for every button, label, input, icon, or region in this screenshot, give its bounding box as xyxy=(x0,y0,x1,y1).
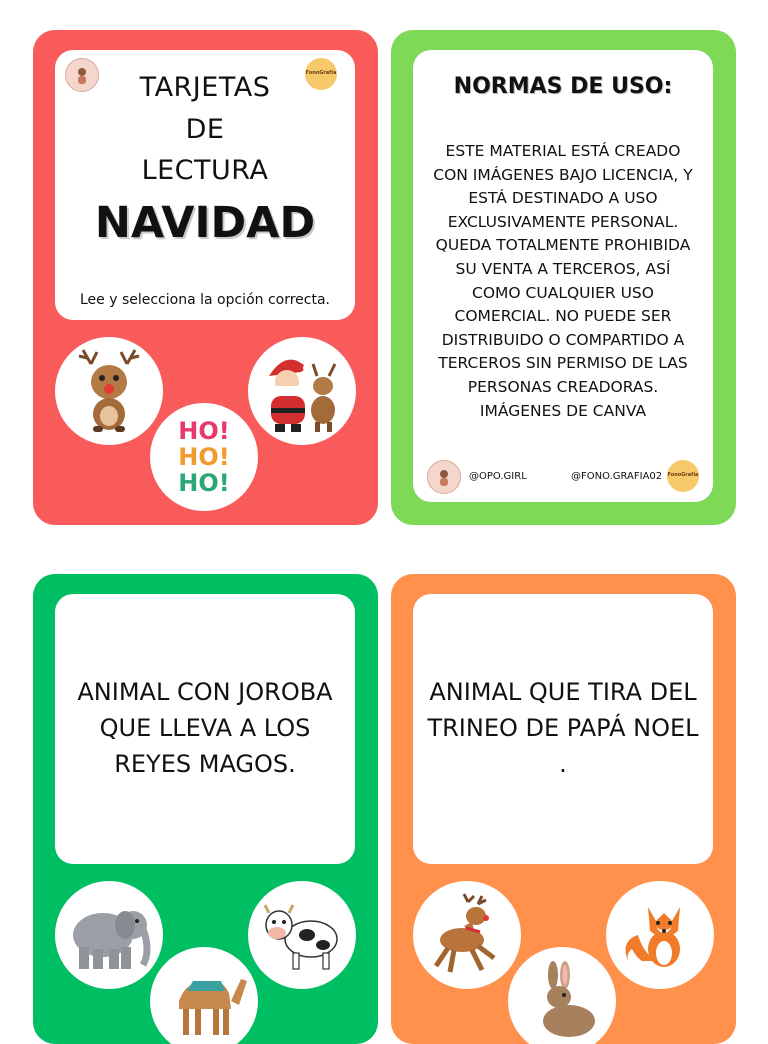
rules-line: PERSONAS CREADORAS. xyxy=(467,377,659,396)
rules-line: COMO CUALQUIER USO xyxy=(472,283,654,302)
option-cow[interactable] xyxy=(248,881,356,989)
rules-line: QUEDA TOTALMENTE PROHIBIDA xyxy=(435,236,691,255)
rules-title: NORMAS DE USO: xyxy=(453,74,673,99)
ho-line-2: HO! xyxy=(178,443,230,471)
fox-icon xyxy=(618,895,702,975)
rules-line: DISTRIBUIDO O COMPARTIDO A xyxy=(441,330,685,349)
santa-circle xyxy=(248,337,356,445)
option-elephant[interactable] xyxy=(55,881,163,989)
question-line: ANIMAL QUE TIRA DEL xyxy=(429,678,697,706)
cover-main-title: NAVIDAD xyxy=(94,198,316,248)
camel-icon xyxy=(159,961,249,1041)
camel-question-card xyxy=(33,574,378,1044)
ho-line-3: HO! xyxy=(178,469,230,497)
rules-line: SU VENTA A TERCEROS, ASÍ xyxy=(455,259,671,278)
rules-line: COMERCIAL. NO PUEDE SER xyxy=(454,307,672,326)
fonografia-logo-text: FonoGrafía xyxy=(305,70,337,77)
reindeer-icon xyxy=(69,346,149,436)
rules-line: ESTE MATERIAL ESTÁ CREADO xyxy=(445,142,681,160)
cover-panel xyxy=(55,50,355,320)
handle-fono-grafia: @FONO.GRAFIA02 xyxy=(571,471,663,482)
rules-panel xyxy=(413,50,713,502)
rabbit-icon xyxy=(519,961,605,1041)
option-reindeer[interactable] xyxy=(413,881,521,989)
question-text xyxy=(421,674,705,782)
reindeer-icon xyxy=(424,892,510,978)
cow-icon xyxy=(257,895,347,975)
question-text xyxy=(63,674,347,782)
opo-girl-logo xyxy=(427,460,461,494)
cover-title-line-3: LECTURA xyxy=(141,155,269,186)
fonografia-logo xyxy=(667,460,699,492)
option-fox[interactable] xyxy=(606,881,714,989)
cover-title-line-1: TARJETAS xyxy=(139,72,271,103)
cover-instructions: Lee y selecciona la opción correcta. xyxy=(79,292,331,308)
option-rabbit[interactable] xyxy=(508,947,616,1044)
question-panel xyxy=(413,594,713,864)
rules-line: ESTÁ DESTINADO A USO xyxy=(468,189,658,208)
ho-ho-ho-circle xyxy=(150,403,258,511)
santa-with-reindeer-icon xyxy=(257,346,347,436)
option-camel[interactable] xyxy=(150,947,258,1044)
cover-card xyxy=(33,30,378,525)
question-line: REYES MAGOS. xyxy=(114,750,296,778)
handle-opo-girl: @OPO.GIRL xyxy=(469,471,527,482)
rules-card xyxy=(391,30,736,525)
rules-line: EXCLUSIVAMENTE PERSONAL. xyxy=(447,212,679,231)
question-line: QUE LLEVA A LOS xyxy=(99,714,311,742)
ho-line-1: HO! xyxy=(178,417,230,445)
rules-line: CON IMÁGENES BAJO LICENCIA, Y xyxy=(433,165,693,184)
rules-line: IMÁGENES DE CANVA xyxy=(479,401,647,420)
elephant-icon xyxy=(63,895,155,975)
rules-line: TERCEROS SIN PERMISO DE LAS xyxy=(438,354,688,373)
ho-ho-ho-lettering xyxy=(178,418,229,496)
question-panel xyxy=(55,594,355,864)
question-line: ANIMAL CON JOROBA xyxy=(77,678,333,706)
reindeer-circle xyxy=(55,337,163,445)
question-line: TRINEO DE PAPÁ NOEL . xyxy=(427,714,699,778)
fonografia-logo-text: FonoGrafía xyxy=(667,472,699,479)
reindeer-question-card xyxy=(391,574,736,1044)
rules-body xyxy=(423,140,703,423)
cover-title-line-2: DE xyxy=(185,114,225,145)
